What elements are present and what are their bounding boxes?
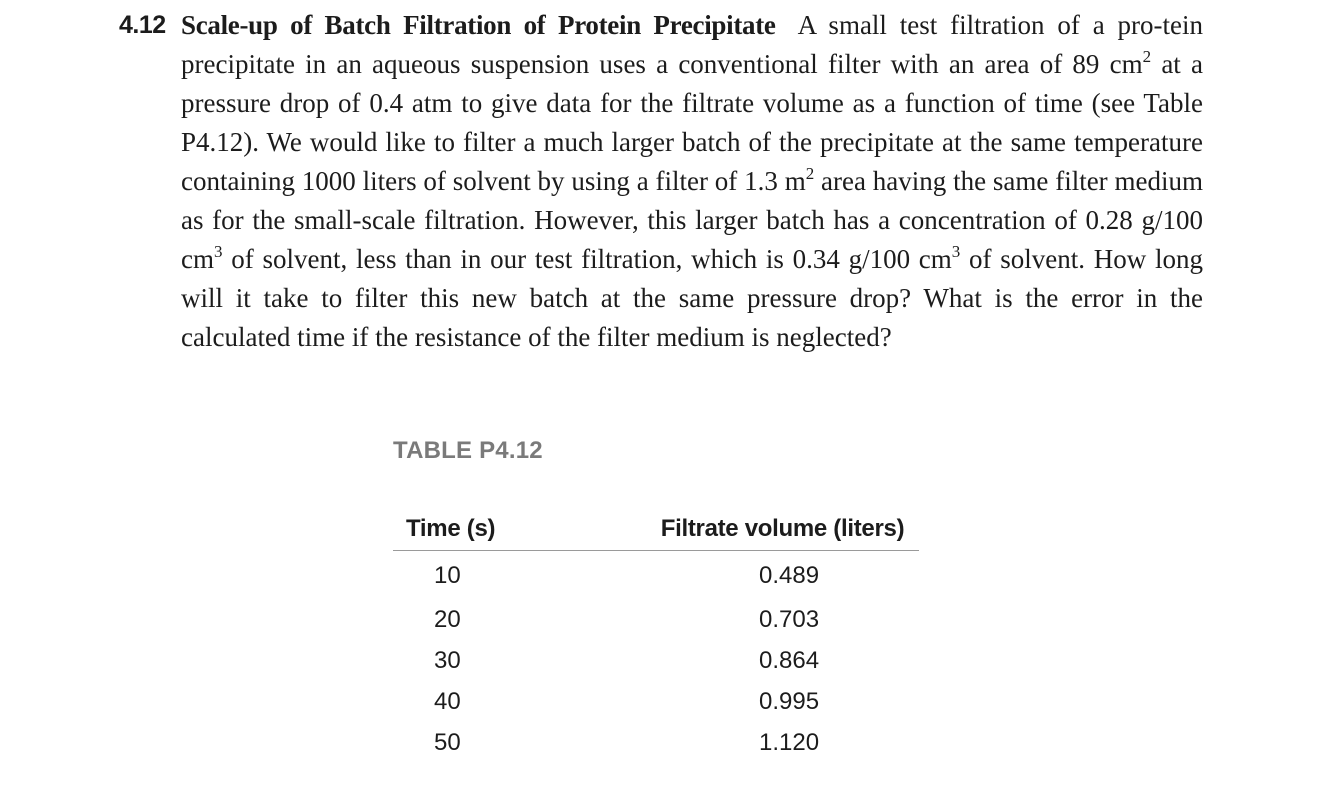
- problem-text-segment: at a pressure drop of 0.4 atm to give data for the filtrate volume as a function of time (see Table P4.12). We would like to filter a much larger batch of the precipitate at the same temperature containing 1000 liters of solvent by using a filter of 1.3 m: [181, 49, 1203, 196]
- column-header-time: Time (s): [393, 510, 566, 551]
- time-cell: 40: [434, 687, 461, 715]
- time-cell: 20: [434, 605, 461, 633]
- problem-title: Scale-up of Batch Filtration of Protein Precipitate: [181, 10, 776, 40]
- problem-text-segment: of solvent. How long will it take to filter this new batch at the same pressure drop? What is the error in the calculated time if the resistance of the filter medium is neglected?: [181, 244, 1203, 352]
- table-row: [393, 722, 919, 763]
- table-row: [393, 599, 919, 640]
- table-header-row: [393, 510, 919, 551]
- volume-cell: 0.995: [759, 687, 820, 715]
- superscript: 3: [951, 242, 961, 261]
- volume-cell: 0.864: [759, 646, 820, 674]
- table-row: [393, 681, 919, 722]
- problem-number: 4.12: [119, 11, 166, 39]
- table-row: [393, 551, 919, 600]
- superscript: 3: [214, 242, 223, 261]
- column-header-filtrate-volume: Filtrate volume (liters): [566, 510, 919, 551]
- problem-text-segment: area having the same filter medium as for the small-scale filtration. However, this larger batch has a concentration of 0.28 g/100 cm: [181, 166, 1203, 274]
- time-cell: 50: [434, 728, 461, 756]
- problem-text-segment: A small test filtration of a pro-tein precipitate in an aqueous suspension uses a conventional filter with an area of 89 cm: [181, 10, 1203, 79]
- volume-cell: 1.120: [759, 728, 820, 756]
- table-row: [393, 640, 919, 681]
- problem-statement: [181, 6, 1203, 357]
- filtration-data-table: [393, 510, 919, 763]
- time-cell: 10: [434, 562, 461, 589]
- table-caption: TABLE P4.12: [393, 437, 543, 464]
- superscript: 2: [1142, 47, 1152, 66]
- volume-cell: 0.489: [759, 562, 820, 589]
- volume-cell: 0.703: [759, 605, 820, 633]
- problem-text-segment: of solvent, less than in our test filtration, which is 0.34 g/100 cm: [222, 244, 952, 274]
- time-cell: 30: [434, 646, 461, 674]
- superscript: 2: [805, 164, 815, 183]
